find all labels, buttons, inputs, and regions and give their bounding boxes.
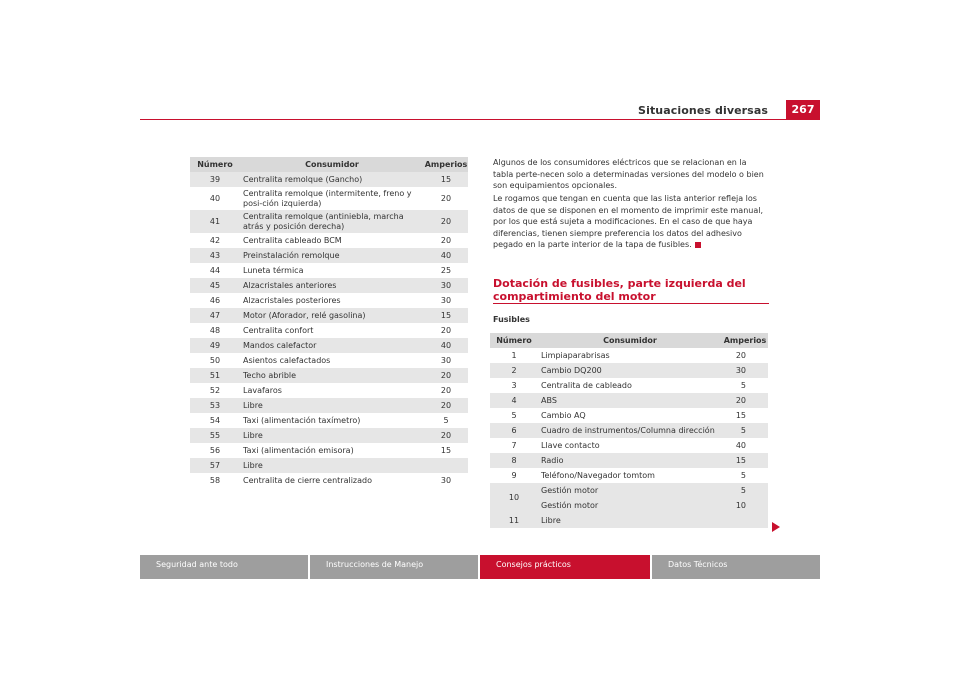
fuse-consumer: Limpiaparabrisas — [541, 350, 610, 360]
fuse-amps: 15 — [735, 410, 746, 420]
table-row — [190, 263, 468, 278]
fuse-amps: 15 — [424, 172, 468, 187]
fuse-amps: 30 — [440, 295, 452, 305]
table-row — [190, 248, 468, 263]
fuse-number: 43 — [190, 248, 240, 263]
fuse-consumer: Preinstalación remolque — [240, 248, 424, 263]
fuse-number: 54 — [209, 415, 221, 425]
fuse-amps: 30 — [440, 355, 452, 365]
fuse-consumer: Motor (Aforador, relé gasolina) — [240, 308, 424, 323]
table-row — [190, 293, 468, 308]
table-row — [190, 428, 468, 443]
fuse-number: 51 — [190, 368, 240, 383]
table-row — [490, 363, 768, 378]
fuse-number: 50 — [209, 355, 221, 365]
fuse-number: 45 — [190, 278, 240, 293]
table-row — [190, 398, 468, 413]
fuse-number: 3 — [511, 380, 517, 390]
column-header-consumer: Consumidor — [240, 157, 424, 172]
fuse-consumer: Taxi (alimentación taxímetro) — [243, 415, 361, 425]
fuse-consumer: Centralita confort — [243, 325, 314, 335]
fuse-amps: 10 — [722, 498, 768, 513]
fuse-consumer: Cuadro de instrumentos/Columna dirección — [538, 423, 722, 438]
fuse-amps: 20 — [440, 385, 452, 395]
table-row — [190, 278, 468, 293]
fuse-consumer: Libre — [538, 513, 722, 528]
header-divider — [140, 119, 820, 120]
fuse-number: 48 — [209, 325, 221, 335]
sub-heading: Fusibles — [493, 315, 530, 324]
column-header-number: Número — [190, 157, 240, 172]
fuse-number: 9 — [511, 470, 517, 480]
footer-tab-safety[interactable]: Seguridad ante todo — [140, 555, 308, 579]
fuse-number: 53 — [190, 398, 240, 413]
intro-paragraph-2-text: Le rogamos que tengan en cuenta que las lista anterior refleja los datos de que se disponen en el momento de imprimir este manual, por los que está sujeta a modificaciones. En el caso de que haya diferencias, tienen siempre preferencia los datos del adhesivo pegado en la parte interior de la tapa de fusibles. — [493, 194, 764, 249]
fuse-consumer: Alzacristales anteriores — [240, 278, 424, 293]
fuse-consumer: Techo abrible — [240, 368, 424, 383]
fuse-amps: 20 — [735, 350, 746, 360]
fuse-number: 57 — [190, 458, 240, 473]
fuse-amps: 15 — [424, 308, 468, 323]
footer-tab-technical-data[interactable]: Datos Técnicos — [652, 555, 820, 579]
column-header-amps: Amperios — [722, 333, 768, 348]
fuse-number: 56 — [209, 445, 221, 455]
fuse-amps: 40 — [424, 248, 468, 263]
fuse-number: 5 — [511, 410, 517, 420]
column-header-consumer: Consumidor — [538, 333, 722, 348]
fuse-amps: 30 — [722, 363, 768, 378]
footer-tab-operating-instructions[interactable]: Instrucciones de Manejo — [310, 555, 478, 579]
fuse-number: 49 — [190, 338, 240, 353]
table-row — [490, 408, 768, 423]
table-row — [490, 378, 768, 393]
fuse-number: 44 — [209, 265, 221, 275]
table-row — [490, 453, 768, 468]
fuse-amps: 5 — [722, 483, 768, 498]
fuse-amps: 20 — [424, 210, 468, 233]
fuse-consumer: ABS — [538, 393, 722, 408]
fuse-amps: 20 — [440, 193, 452, 203]
fuse-amps: 15 — [722, 453, 768, 468]
fuse-consumer: Libre — [240, 398, 424, 413]
fuse-consumer: Radio — [538, 453, 722, 468]
table-row — [190, 443, 468, 458]
intro-paragraph-2 — [493, 193, 769, 251]
fuse-consumer: Llave contacto — [541, 440, 600, 450]
fuse-consumer: Taxi (alimentación emisora) — [243, 445, 354, 455]
fuse-consumer: Alzacristales posteriores — [243, 295, 341, 305]
fuse-number: 46 — [209, 295, 221, 305]
fuse-table-left — [190, 157, 468, 488]
fuse-number: 7 — [511, 440, 517, 450]
fuse-consumer: Asientos calefactados — [243, 355, 331, 365]
column-header-number: Número — [490, 333, 538, 348]
fuse-amps — [424, 458, 468, 473]
table-row — [490, 348, 768, 363]
table-row — [190, 458, 468, 473]
fuse-consumer: Centralita de cierre centralizado — [243, 475, 372, 485]
fuse-amps — [722, 513, 768, 528]
fuse-table-right — [490, 333, 768, 528]
fuse-consumer: Centralita remolque (antiniebla, marcha atrás y posición derecha) — [240, 210, 424, 233]
fuse-consumer: Gestión motor — [538, 498, 722, 513]
fuse-amps: 20 — [440, 325, 452, 335]
table-row — [190, 473, 468, 488]
fuse-consumer: Centralita de cableado — [541, 380, 632, 390]
fuse-amps: 5 — [443, 415, 449, 425]
fuse-amps: 20 — [440, 235, 452, 245]
table-row — [190, 413, 468, 428]
fuse-number: 39 — [190, 172, 240, 187]
fuse-consumer: Gestión motor — [538, 483, 722, 498]
fuse-number: 52 — [209, 385, 221, 395]
fuse-consumer: Cambio DQ200 — [538, 363, 722, 378]
table-row — [490, 483, 768, 498]
fuse-consumer: Centralita remolque (intermitente, freno y posi-ción izquierda) — [243, 188, 412, 208]
fuse-consumer: Mandos calefactor — [240, 338, 424, 353]
fuse-number: 4 — [490, 393, 538, 408]
fuse-number: 55 — [190, 428, 240, 443]
fuse-consumer: Centralita cableado BCM — [243, 235, 342, 245]
table-row — [190, 172, 468, 187]
fuse-number: 1 — [511, 350, 517, 360]
table-row — [490, 513, 768, 528]
page-header-title: Situaciones diversas — [638, 104, 768, 117]
fuse-consumer: Libre — [240, 428, 424, 443]
fuse-number: 47 — [190, 308, 240, 323]
fuse-amps: 40 — [735, 440, 746, 450]
fuse-amps: 15 — [440, 445, 452, 455]
fuse-amps: 40 — [424, 338, 468, 353]
table-row — [190, 187, 468, 210]
fuse-amps: 5 — [740, 470, 746, 480]
fuse-number: 58 — [209, 475, 221, 485]
table-row — [190, 383, 468, 398]
fuse-amps: 5 — [722, 423, 768, 438]
footer-tab-practical-tips[interactable]: Consejos prácticos — [480, 555, 650, 579]
fuse-consumer: Centralita remolque (Gancho) — [240, 172, 424, 187]
fuse-number: 40 — [209, 193, 221, 203]
section-heading: Dotación de fusibles, parte izquierda del compartimiento del motor — [493, 277, 746, 303]
table-row — [490, 423, 768, 438]
fuse-consumer: Libre — [240, 458, 424, 473]
intro-paragraph-1: Algunos de los consumidores eléctricos que se relacionan en la tabla perte-necen solo a determinadas versiones del modelo o bien son equipamientos opcionales. — [493, 158, 764, 190]
fuse-number: 6 — [490, 423, 538, 438]
section-divider — [493, 303, 769, 304]
table-row — [190, 308, 468, 323]
end-of-section-icon — [695, 242, 701, 248]
fuse-amps: 20 — [722, 393, 768, 408]
fuse-number: 8 — [490, 453, 538, 468]
fuse-amps: 20 — [424, 428, 468, 443]
column-header-amps: Amperios — [424, 157, 468, 172]
table-row — [490, 468, 768, 483]
fuse-number: 11 — [490, 513, 538, 528]
fuse-amps: 30 — [424, 278, 468, 293]
fuse-number: 41 — [190, 210, 240, 233]
table-row — [190, 323, 468, 338]
table-row — [490, 393, 768, 408]
page-number: 267 — [786, 100, 820, 119]
fuse-consumer: Lavafaros — [243, 385, 282, 395]
fuse-consumer: Luneta térmica — [243, 265, 304, 275]
fuse-amps: 20 — [424, 368, 468, 383]
fuse-consumer: Teléfono/Navegador tomtom — [541, 470, 655, 480]
continue-arrow-icon — [772, 522, 780, 532]
table-row — [490, 438, 768, 453]
table-row — [190, 353, 468, 368]
table-row — [190, 233, 468, 248]
fuse-amps: 30 — [440, 475, 452, 485]
table-row — [190, 338, 468, 353]
fuse-amps: 25 — [440, 265, 452, 275]
fuse-number: 42 — [209, 235, 221, 245]
fuse-amps: 5 — [740, 380, 746, 390]
fuse-consumer: Cambio AQ — [541, 410, 586, 420]
table-row — [190, 368, 468, 383]
table-row — [190, 210, 468, 233]
fuse-amps: 20 — [424, 398, 468, 413]
fuse-number: 2 — [490, 363, 538, 378]
fuse-number: 10 — [490, 483, 538, 513]
